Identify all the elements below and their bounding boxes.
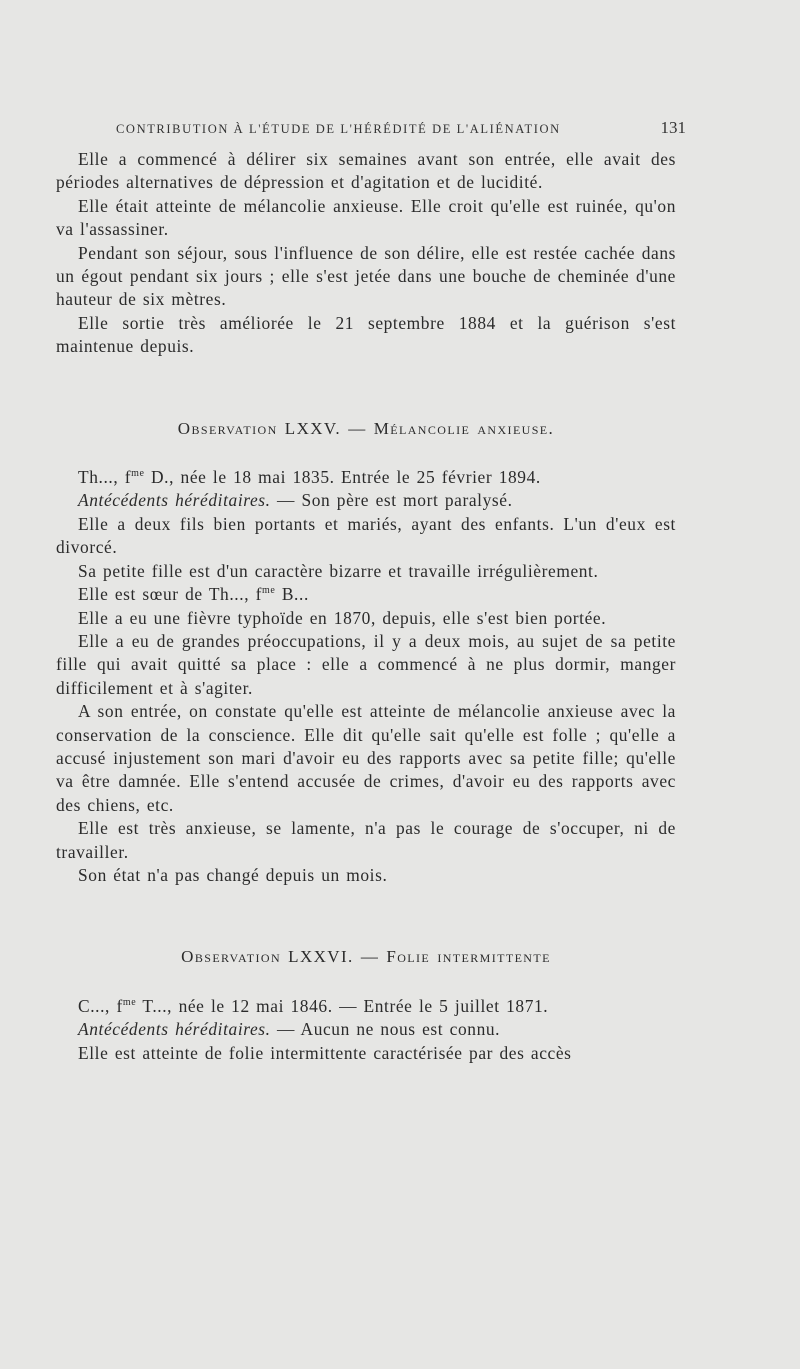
observation-heading: Observation LXXVI. — Folie intermittente bbox=[181, 947, 551, 967]
paragraph: Elle a eu une fièvre typhoïde en 1870, depuis, elle s'est bien portée. bbox=[78, 607, 607, 628]
patient-intro bbox=[56, 466, 676, 489]
patient-dates: T..., née le 12 mai 1846. — Entrée le 5 juillet 1871. bbox=[136, 995, 549, 1016]
paragraph: Elle est atteinte de folie intermittente caractérisée par des accès bbox=[78, 1042, 572, 1063]
observation-heading: Observation LXXV. — Mélancolie anxieuse. bbox=[177, 418, 555, 438]
paragraph: Pendant son séjour, sous l'influence de son délire, elle est restée cachée dans un égout pendant six jours ; elle s'est jetée dans une bouche de cheminée d'une hauteur de six mètres. bbox=[56, 242, 676, 310]
patient-dates: D., née le 18 mai 1835. Entrée le 25 février 1894. bbox=[144, 467, 541, 488]
antecedents-paragraph bbox=[56, 489, 676, 512]
paragraph: Elle a eu de grandes préoccupations, il y a deux mois, au sujet de sa petite fille qui avait quitté sa place : elle a commencé à ne plus dormir, manger difficilement et à s'agiter. bbox=[56, 630, 676, 698]
patient-name: Th..., f bbox=[78, 467, 132, 488]
page-header bbox=[116, 118, 686, 138]
paragraph: Elle sortie très améliorée le 21 septembre 1884 et la guérison s'est maintenue depuis. bbox=[56, 312, 676, 357]
paragraph-text: B... bbox=[275, 584, 309, 605]
patient-intro bbox=[56, 995, 676, 1018]
running-title: CONTRIBUTION À L'ÉTUDE DE L'HÉRÉDITÉ DE L'ALIÉNATION bbox=[116, 122, 561, 136]
patient-name: C..., f bbox=[78, 995, 123, 1016]
paragraph bbox=[56, 583, 676, 606]
paragraph: Sa petite fille est d'un caractère bizarre et travaille irrégulièrement. bbox=[78, 560, 599, 581]
paragraph: Elle était atteinte de mélancolie anxieuse. Elle croit qu'elle est ruinée, qu'on va l'assassiner. bbox=[56, 195, 676, 240]
paragraph: A son entrée, on constate qu'elle est atteinte de mélancolie anxieuse avec la conservation de la conscience. Elle dit qu'elle sait qu'elle est folle ; qu'elle a accusé injustement son mari d'avoir eu des rapports avec sa petite fille; qu'elle va être damnée. Elle s'entend accusée de crimes, d'avoir eu des rapports avec des chiens, etc. bbox=[56, 701, 676, 815]
superscript: me bbox=[131, 468, 145, 480]
antecedents-paragraph bbox=[56, 1018, 676, 1041]
antecedents-label: Antécédents héréditaires. bbox=[78, 490, 271, 511]
paragraph: Elle a deux fils bien portants et mariés, ayant des enfants. L'un d'eux est divorcé. bbox=[56, 513, 676, 558]
antecedents-text: — Son père est mort paralysé. bbox=[270, 490, 513, 511]
superscript: me bbox=[122, 996, 137, 1008]
antecedents-label: Antécédents héréditaires. bbox=[78, 1019, 271, 1040]
paragraph: Son état n'a pas changé depuis un mois. bbox=[78, 864, 388, 885]
antecedents-text: — Aucun ne nous est connu. bbox=[270, 1019, 501, 1040]
paragraph: Elle est très anxieuse, se lamente, n'a pas le courage de s'occuper, ni de travailler. bbox=[56, 818, 676, 862]
paragraph-text: Elle est sœur de Th..., f bbox=[78, 584, 262, 605]
paragraph: Elle a commencé à délirer six semaines avant son entrée, elle avait des périodes alternatives de dépression et d'agitation et de lucidité. bbox=[56, 149, 676, 193]
page-number: 131 bbox=[660, 118, 686, 137]
superscript: me bbox=[261, 585, 276, 597]
page-body bbox=[56, 148, 676, 1065]
